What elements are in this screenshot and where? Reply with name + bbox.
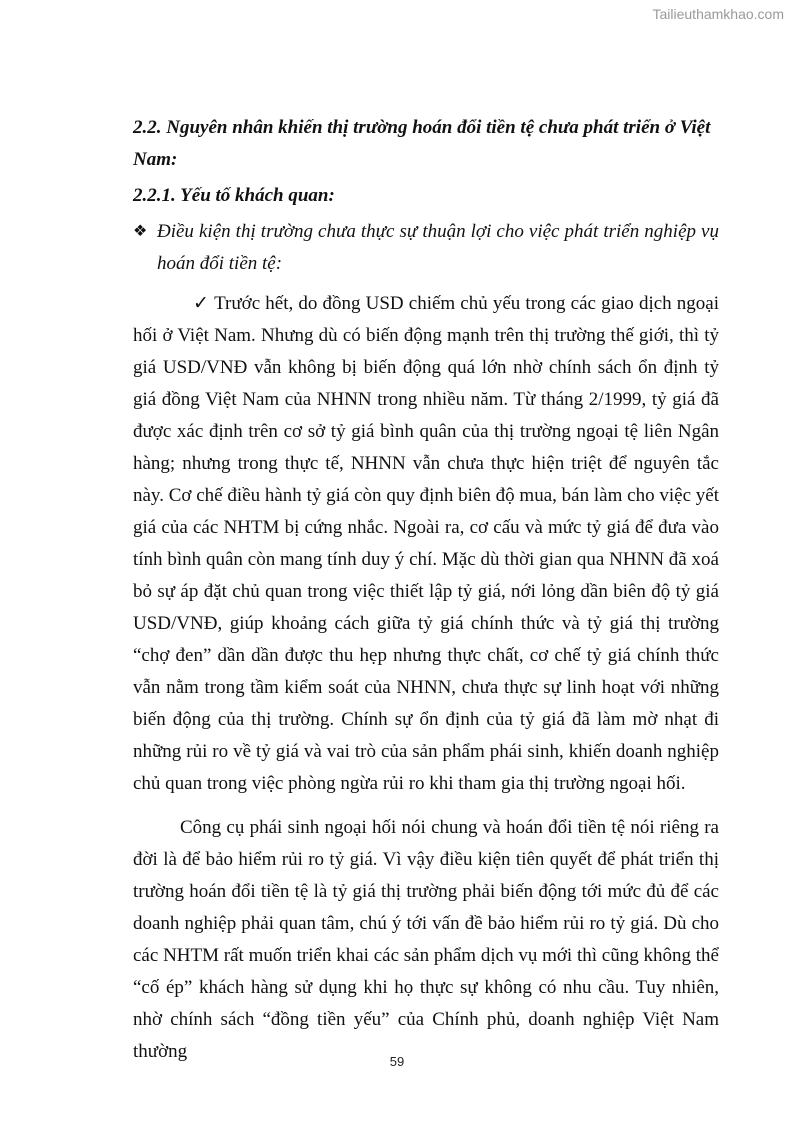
page-content (133, 112, 719, 1068)
bullet-text: Điều kiện thị trường chưa thực sự thuận lợi cho việc phát triển nghiệp vụ hoán đổi tiền tệ: (157, 221, 719, 274)
check-mark-icon: ✓ (193, 293, 215, 314)
section-heading-2-2-1: 2.2.1. Yếu tố khách quan: (133, 185, 335, 206)
diamond-bullet-icon: ❖ (133, 223, 148, 240)
bullet-item (133, 216, 719, 280)
page-number: 59 (389, 1054, 405, 1069)
paragraph-2: Công cụ phái sinh ngoại hối nói chung và hoán đổi tiền tệ nói riêng ra đời là để bảo hiểm rủi ro tỷ giá. Vì vậy điều kiện tiên quyết để phát triển thị trường hoán đổi tiền tệ là tỷ giá thị trường phải biến động tới mức đủ để các doanh nghiệp phải quan tâm, chú ý tới vấn đề bảo hiểm rủi ro tỷ giá. Dù cho các NHTM rất muốn triển khai các sản phẩm dịch vụ mới thì cũng không thể “cố ép” khách hàng sử dụng khi họ thực sự không có nhu cầu. Tuy nhiên, nhờ chính sách “đồng tiền yếu” của Chính phủ, doanh nghiệp Việt Nam thường (133, 817, 719, 1062)
section-heading-2-2: 2.2. Nguyên nhân khiến thị trường hoán đổi tiền tệ chưa phát triển ở Việt Nam: (133, 117, 711, 170)
watermark: Tailieuthamkhao.com (652, 6, 784, 22)
paragraph-1-text: Trước hết, do đồng USD chiếm chủ yếu trong các giao dịch ngoại hối ở Việt Nam. Nhưng dù có biến động mạnh trên thị trường thế giới, thì tỷ giá USD/VNĐ vẫn không bị biến động quá lớn nhờ chính sách ổn định tỷ giá đồng Việt Nam của NHNN trong nhiều năm. Từ tháng 2/1999, tỷ giá đã được xác định trên cơ sở tỷ giá bình quân của thị trường ngoại tệ liên Ngân hàng; nhưng trong thực tế, NHNN vẫn chưa thực hiện triệt để nguyên tắc này. Cơ chế điều hành tỷ giá còn quy định biên độ mua, bán làm cho việc yết giá của các NHTM bị cứng nhắc. Ngoài ra, cơ cấu và mức tỷ giá để đưa vào tính bình quân còn mang tính duy ý chí. Mặc dù thời gian qua NHNN đã xoá bỏ sự áp đặt chủ quan trong việc thiết lập tỷ giá, nới lỏng dần biên độ tỷ giá USD/VNĐ, giúp khoảng cách giữa tỷ giá chính thức và tỷ giá thị trường “chợ đen” dần dần được thu hẹp nhưng thực chất, cơ chế tỷ giá chính thức vẫn nằm trong tầm kiểm soát của NHNN, chưa thực sự linh hoạt với những biến động của thị trường. Chính sự ổn định của tỷ giá đã làm mờ nhạt đi những rủi ro về tỷ giá và vai trò của sản phẩm phái sinh, khiến doanh nghiệp chủ quan trong việc phòng ngừa rủi ro khi tham gia thị trường ngoại hối. (133, 293, 719, 794)
paragraph-1 (133, 288, 719, 800)
